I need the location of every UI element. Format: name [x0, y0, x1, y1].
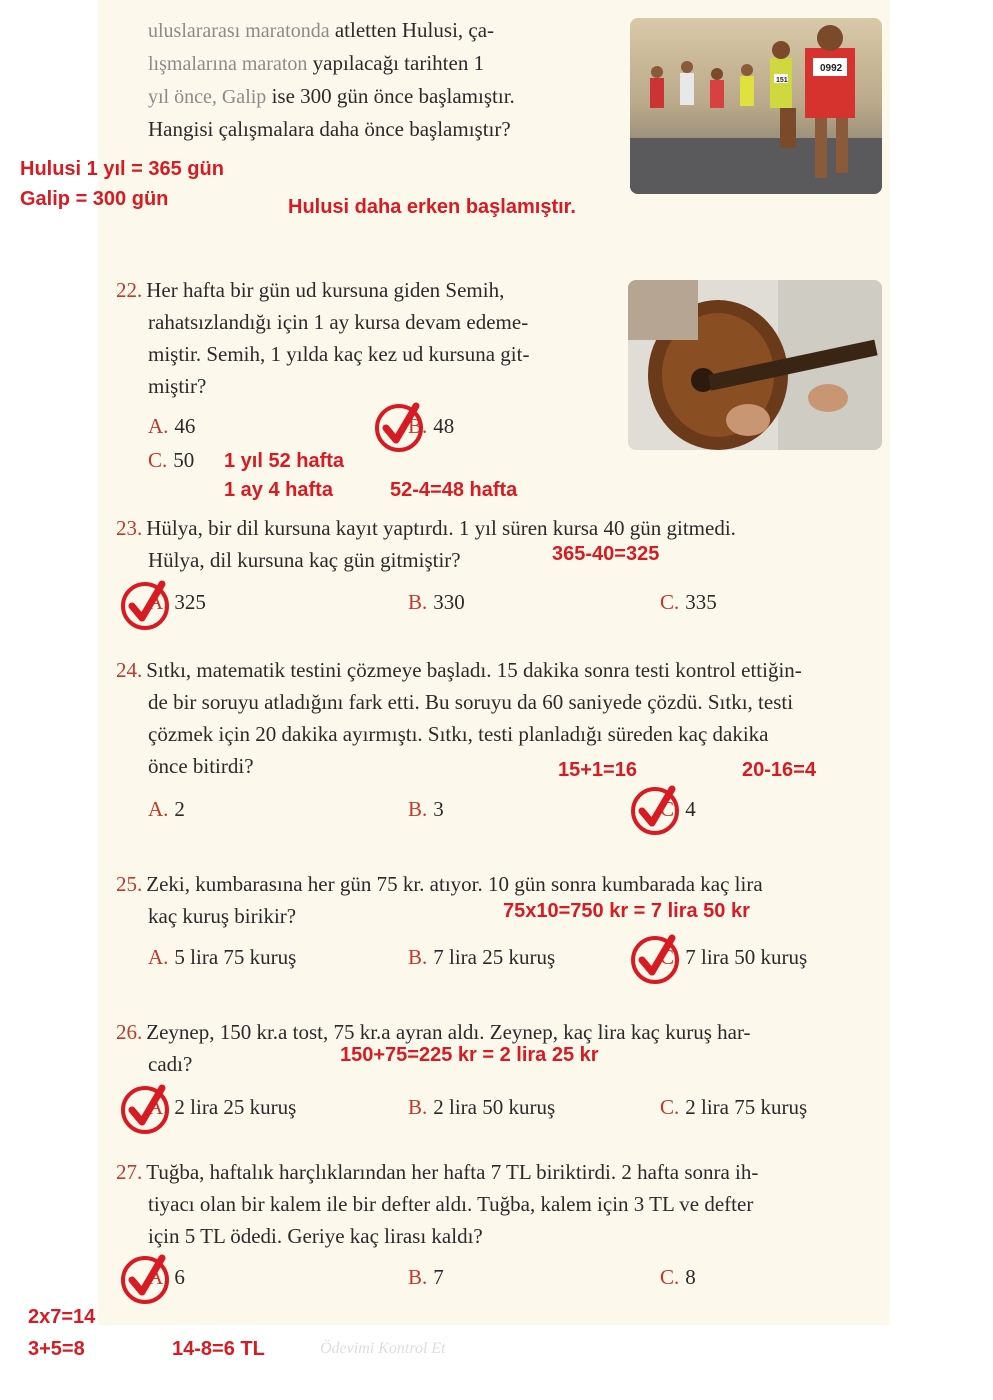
question-line: rahatsızlandığı için 1 ay kursa devam edeme-	[148, 310, 529, 334]
option-letter: A.	[148, 945, 169, 969]
option-letter: B.	[408, 945, 428, 969]
note-24-sum: 15+1=16	[558, 759, 637, 781]
option-text: 2 lira 75 kuruş	[685, 1095, 808, 1119]
note-hulusi: Hulusi 1 yıl = 365 gün	[20, 158, 224, 180]
note-25-result: 75x10=750 kr = 7 lira 50 kr	[503, 900, 750, 922]
note-27-income: 2x7=14	[28, 1306, 96, 1328]
question-number: 23.	[116, 516, 143, 540]
note-galip: Galip = 300 gün	[20, 188, 169, 210]
check-mark-icon	[628, 783, 682, 837]
option-letter: C.	[660, 1095, 680, 1119]
option-letter: A.	[148, 590, 169, 614]
ud-photo	[628, 280, 882, 450]
option-26-c[interactable]	[660, 1095, 807, 1120]
question-line: kaç kuruş birikir?	[148, 904, 297, 928]
option-26-b[interactable]	[408, 1095, 555, 1120]
check-mark-icon	[628, 932, 682, 986]
obscured-text: yıl önce, Galip	[148, 86, 267, 108]
question-line: tiyacı olan bir kalem ile bir defter aldı. Tuğba, kalem için 3 TL ve defter	[148, 1192, 754, 1216]
option-letter: C.	[660, 590, 680, 614]
option-23-c[interactable]	[660, 590, 717, 615]
option-letter: B.	[408, 414, 428, 438]
option-letter: A.	[148, 414, 169, 438]
option-text: 46	[174, 414, 196, 438]
bib-number: 151	[776, 77, 788, 84]
option-25-a[interactable]	[148, 945, 296, 970]
option-letter: B.	[408, 590, 428, 614]
option-25-c[interactable]	[660, 945, 807, 970]
question-number: 22.	[116, 278, 143, 302]
option-22-c[interactable]	[148, 448, 194, 473]
q21-line4: Hangisi çalışmalara daha önce başlamıştır?	[148, 117, 511, 141]
option-text: 48	[433, 414, 455, 438]
option-letter: B.	[408, 1265, 428, 1289]
marathon-photo	[630, 18, 882, 194]
question-line: cadı?	[148, 1052, 193, 1076]
question-line: Her hafta bir gün ud kursuna giden Semih,	[146, 278, 505, 302]
footer-faint-text: Ödevimi Kontrol Et	[320, 1340, 446, 1357]
option-letter: A.	[148, 1265, 169, 1289]
note-22-year: 1 yıl 52 hafta	[224, 450, 345, 472]
question-number: 25.	[116, 872, 143, 896]
check-mark-icon	[118, 1252, 172, 1306]
option-text: 4	[685, 797, 696, 821]
bib-number: 0992	[820, 63, 843, 74]
option-text: 7 lira 25 kuruş	[433, 945, 556, 969]
question-line: Tuğba, haftalık harçlıklarından her hafta 7 TL biriktirdi. 2 hafta sonra ih-	[146, 1160, 759, 1184]
question-22-stem	[116, 274, 611, 402]
question-line: miştir?	[148, 374, 207, 398]
option-23-b[interactable]	[408, 590, 465, 615]
option-25-b[interactable]	[408, 945, 555, 970]
option-letter: A.	[148, 1095, 169, 1119]
option-24-a[interactable]	[148, 797, 185, 822]
option-text: 6	[174, 1265, 185, 1289]
option-letter: B.	[408, 797, 428, 821]
option-text: 7 lira 50 kuruş	[685, 945, 808, 969]
option-letter: B.	[408, 1095, 428, 1119]
option-letter: C.	[660, 797, 680, 821]
option-24-b[interactable]	[408, 797, 444, 822]
q21-line3: ise 300 gün önce başlamıştır.	[271, 84, 515, 108]
note-27-spent: 3+5=8	[28, 1338, 85, 1360]
obscured-text: lışmalarına maraton	[148, 53, 308, 75]
question-line: Zeynep, 150 kr.a tost, 75 kr.a ayran aldı. Zeynep, kaç lira kaç kuruş har-	[146, 1020, 751, 1044]
question-25-stem	[116, 868, 884, 932]
question-line: de bir soruyu atladığını fark etti. Bu soruyu da 60 saniyede çözdü. Sıtkı, testi	[148, 690, 794, 714]
option-letter: C.	[660, 945, 680, 969]
option-letter: C.	[660, 1265, 680, 1289]
option-27-b[interactable]	[408, 1265, 444, 1290]
option-text: 2	[174, 797, 185, 821]
q21-line2: yapılacağı tarihten 1	[312, 51, 485, 75]
option-22-a[interactable]	[148, 414, 195, 439]
question-number: 26.	[116, 1020, 143, 1044]
question-line: Zeki, kumbarasına her gün 75 kr. atıyor. 10 gün sonra kumbarada kaç lira	[146, 872, 763, 896]
option-letter: C.	[148, 448, 168, 472]
question-27-stem	[116, 1156, 884, 1252]
option-text: 3	[433, 797, 444, 821]
option-text: 8	[685, 1265, 696, 1289]
question-line: Sıtkı, matematik testini çözmeye başladı. 15 dakika sonra testi kontrol ettiğin-	[146, 658, 802, 682]
check-mark-icon	[118, 1082, 172, 1136]
q21-line1: atletten Hulusi, ça-	[334, 18, 495, 42]
question-line: miştir. Semih, 1 yılda kaç kez ud kursuna git-	[148, 342, 530, 366]
option-text: 2 lira 50 kuruş	[433, 1095, 556, 1119]
note-22-month: 1 ay 4 hafta	[224, 479, 333, 501]
option-text: 335	[685, 590, 717, 614]
check-mark-icon	[372, 400, 426, 454]
option-letter: A.	[148, 797, 169, 821]
question-line: için 5 TL ödedi. Geriye kaç lirası kaldı?	[148, 1224, 483, 1248]
question-line: Hülya, dil kursuna kaç gün gitmiştir?	[148, 548, 461, 572]
obscured-text: uluslararası maratonda	[148, 20, 330, 42]
question-line: çözmek için 20 dakika ayırmıştı. Sıtkı, testi planladığı süreden kaç dakika	[148, 722, 769, 746]
question-line: Hülya, bir dil kursuna kayıt yaptırdı. 1 yıl süren kursa 40 gün gitmedi.	[146, 516, 736, 540]
option-text: 330	[433, 590, 465, 614]
question-number: 27.	[116, 1160, 143, 1184]
note-conclusion: Hulusi daha erken başlamıştır.	[288, 196, 576, 218]
note-26-result: 150+75=225 kr = 2 lira 25 kr	[340, 1044, 599, 1066]
option-text: 325	[174, 590, 206, 614]
question-23-stem	[116, 512, 884, 576]
option-text: 7	[433, 1265, 444, 1289]
note-23-result: 365-40=325	[552, 543, 660, 565]
option-27-c[interactable]	[660, 1265, 696, 1290]
option-text: 5 lira 75 kuruş	[174, 945, 297, 969]
question-number: 24.	[116, 658, 143, 682]
option-text: 2 lira 25 kuruş	[174, 1095, 297, 1119]
note-24-result: 20-16=4	[742, 759, 816, 781]
question-line: önce bitirdi?	[148, 754, 254, 778]
q21-stem	[148, 14, 618, 145]
note-27-result: 14-8=6 TL	[172, 1338, 265, 1360]
check-mark-icon	[118, 578, 172, 632]
option-text: 50	[173, 448, 195, 472]
note-22-result: 52-4=48 hafta	[390, 479, 518, 501]
